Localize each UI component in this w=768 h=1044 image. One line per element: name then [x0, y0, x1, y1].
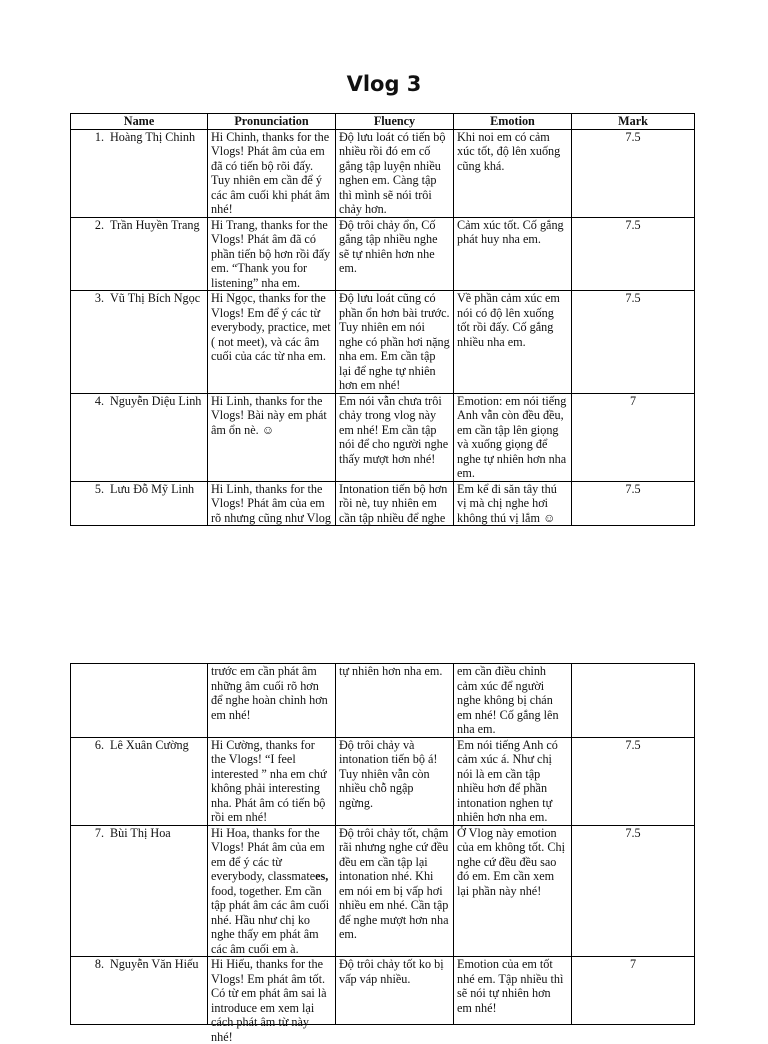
fluency-cell: Độ trôi chảy tốt, chậm rãi nhưng nghe cứ đều đều em cần tập lại intonation nhé. Khi em nói em bị vấp hơi nhiều em nhé. Cần tập để nghe mượt hơn nha em. [336, 825, 454, 957]
emotion-cell [454, 957, 572, 1025]
mark-cell: 7 [572, 393, 695, 481]
student-name-cell [71, 825, 208, 957]
header-emotion: Emotion [454, 114, 572, 130]
pronunciation-text: Hi Linh, thanks for the Vlogs! Phát âm của em rõ nhưng cũng như Vlog [211, 481, 331, 525]
feedback-table-page-2 [70, 663, 695, 1044]
emotion-text: Em kể đi săn tây thú vị mà chị nghe hơi không thú vị lắm ☺ [457, 481, 557, 525]
pronunciation-text-rest: food, together. Em cần tập phát âm các âm cuối nhé. Hầu như chị ko nghe thấy em phát âm các âm cuối em à. [211, 883, 330, 956]
emotion-cell: Cảm xúc tốt. Cố gắng phát huy nha em. [454, 217, 572, 291]
table-row [71, 129, 695, 217]
mark-cell: 7.5 [572, 481, 695, 525]
student-name: Vũ Thị Bích Ngọc [110, 291, 201, 305]
emotion-text: Emotion của em tốt nhé em. Tập nhiều thì sẽ nói tự nhiên hơn em nhé! [457, 957, 564, 1015]
student-name-cell [71, 737, 208, 825]
student-name: Lưu Đỗ Mỹ Linh [110, 481, 195, 496]
row-number: 7. [94, 825, 104, 840]
mark-cell: 7.5 [572, 217, 695, 291]
mark-cell: 7.5 [572, 737, 695, 825]
emotion-cell: Emotion: em nói tiếng Anh vẫn còn đều đều, em cần tập lên giọng và xuống giọng để nghe tự nhiên hơn nha em. [454, 393, 572, 481]
fluency-cell [336, 481, 454, 525]
row-number: 3. [94, 291, 104, 305]
fluency-cell [336, 957, 454, 1025]
pronunciation-bold-fragment: es, [315, 869, 329, 883]
student-name-cell [71, 481, 208, 525]
pronunciation-text: Hi Hiếu, thanks for the Vlogs! Em phát âm tốt. Có từ em phát âm sai là introduce em xem lại cách phát âm từ này nhé! [211, 957, 327, 1044]
row-number: 2. [94, 217, 104, 232]
pronunciation-cell: Hi Ngọc, thanks for the Vlogs! Em để ý các từ everybody, practice, met ( not meet), và các âm cuối của các từ nha em. [208, 291, 336, 394]
row-number: 8. [94, 957, 104, 971]
fluency-cell: Độ trôi chảy và intonation tiến bộ á! Tuy nhiên vẫn còn nhiều chỗ ngập ngừng. [336, 737, 454, 825]
fluency-text: Intonation tiến bộ hơn rồi nè, tuy nhiên em cần tập nhiều để nghe [339, 481, 448, 525]
fluency-cell: Độ lưu loát có tiến bộ nhiều rồi đó em cố gắng tập luyện nhiều nghen em. Càng tập thì mình sẽ nói trôi chảy hơn. [336, 129, 454, 217]
table-row [71, 291, 695, 394]
mark-cell [572, 664, 695, 738]
pronunciation-cell: Hi Chinh, thanks for the Vlogs! Phát âm của em đã có tiến bộ rõi đấy. Tuy nhiên em cần để ý các âm cuối khi phát âm nhé! [208, 129, 336, 217]
pronunciation-text: Hi Hoa, thanks for the Vlogs! Phát âm của em em để ý các từ everybody, classmate [211, 825, 325, 883]
row-number: 5. [94, 481, 104, 496]
emotion-cell: Em nói tiếng Anh có cảm xúc á. Như chị nói là em cần tập nhiều hơn để phần intonation nghen tự nhiên hơn nha em. [454, 737, 572, 825]
emotion-cell: Khi noi em có cảm xúc tốt, độ lên xuống cũng khá. [454, 129, 572, 217]
table-row-continuation [71, 664, 695, 738]
pronunciation-cell [208, 825, 336, 957]
header-fluency: Fluency [336, 114, 454, 130]
mark-cell: 7.5 [572, 291, 695, 394]
student-name: Trần Huyền Trang [110, 217, 200, 232]
student-name-cell [71, 291, 208, 394]
emotion-cell: Về phần cảm xúc em nói có độ lên xuống tốt rồi đấy. Cố gắng nhiều nha em. [454, 291, 572, 394]
mark-cell: 7 [572, 957, 695, 1025]
pronunciation-cell: Hi Trang, thanks for the Vlogs! Phát âm đã có phần tiến bộ hơn rồi đấy em. “Thank you for listening” nha em. [208, 217, 336, 291]
fluency-text: Độ trôi chảy tốt ko bị vấp váp nhiều. [339, 957, 444, 986]
header-name: Name [71, 114, 208, 130]
emotion-cell: Ở Vlog này emotion của em không tốt. Chị nghe cứ đều đều sao đó em. Em cần xem lại phần này nhé! [454, 825, 572, 957]
student-name: Lê Xuân Cường [110, 737, 189, 752]
fluency-cell: Em nói vẫn chưa trôi chảy trong vlog này em nhé! Em cần tập nói để cho người nghe thấy mượt hơn nhé! [336, 393, 454, 481]
header-mark: Mark [572, 114, 695, 130]
mark-cell: 7.5 [572, 129, 695, 217]
student-name: Nguyễn Diệu Linh [110, 393, 202, 408]
student-name-cell [71, 129, 208, 217]
page-title: Vlog 3 [346, 72, 422, 96]
table-row [71, 737, 695, 825]
row-number: 1. [94, 129, 104, 144]
mark-cell: 7.5 [572, 825, 695, 957]
table-row [71, 957, 695, 1025]
table-row [71, 825, 695, 957]
student-name: Bùi Thị Hoa [110, 825, 171, 840]
header-pronunciation: Pronunciation [208, 114, 336, 130]
pronunciation-cell: Hi Linh, thanks for the Vlogs! Bài này em phát âm ổn nè. ☺ [208, 393, 336, 481]
table-row [71, 217, 695, 291]
student-name: Nguyễn Văn Hiếu [110, 957, 199, 971]
row-number: 6. [94, 737, 104, 752]
fluency-cell: tự nhiên hơn nha em. [336, 664, 454, 738]
table-header-row [71, 114, 695, 130]
row-number: 4. [94, 393, 104, 408]
table-row [71, 481, 695, 525]
student-name-cell [71, 664, 208, 738]
pronunciation-cell [208, 957, 336, 1044]
student-name: Hoàng Thị Chinh [110, 129, 196, 144]
pronunciation-cell: trước em cần phát âm những âm cuối rõ hơn để nghe hoàn chỉnh hơn em nhé! [208, 664, 336, 738]
feedback-table-page-1 [70, 113, 695, 526]
emotion-cell: em cần điều chỉnh cảm xúc để người nghe không bị chán em nhé! Cố gắng lên nha em. [454, 664, 572, 738]
emotion-cell [454, 481, 572, 525]
student-name-cell [71, 217, 208, 291]
fluency-cell: Độ lưu loát cũng có phần ổn hơn bài trước. Tuy nhiên em nói nghe có phần hơi nặng nha em. Em cần tập lại để nghe tự nhiên hơn em nhé! [336, 291, 454, 394]
fluency-cell: Độ trôi chảy ổn, Cố gắng tập nhiều nghe sẽ tự nhiên hơn nhe em. [336, 217, 454, 291]
student-name-cell [71, 957, 208, 1025]
pronunciation-cell [208, 481, 336, 525]
table-row [71, 393, 695, 481]
student-name-cell [71, 393, 208, 481]
pronunciation-cell: Hi Cường, thanks for the Vlogs! “I feel interested ” nha em chứ không phải interesting nha. Phát âm có tiến bộ rồi em nhé! [208, 737, 336, 825]
